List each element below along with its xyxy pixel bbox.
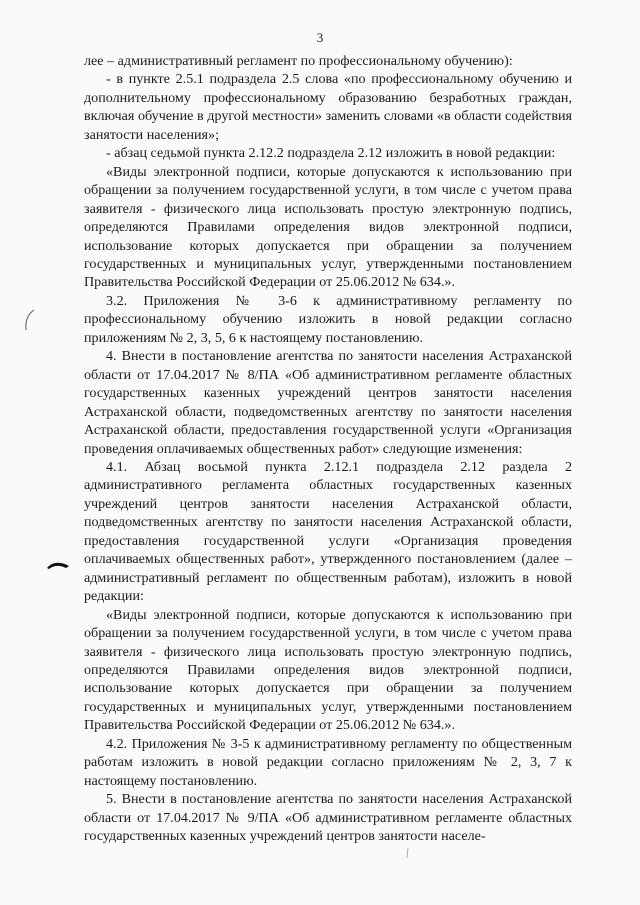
paragraph: 3.2. Приложения № 3-6 к административному регламенту по профессиональному обучению изложить в новой редакции согласно приложениям № 2, 3, 5, 6 к настоящему постановлению.: [84, 292, 572, 346]
scan-mark: [46, 560, 70, 570]
page-number: 3: [316, 30, 324, 45]
scan-mark: [22, 308, 36, 332]
scan-mark: [405, 848, 411, 858]
document-body: [84, 52, 572, 845]
paragraph: 4.1. Абзац восьмой пункта 2.12.1 подраздела 2.12 раздела 2 административного регламента областных государственных казенных учреждений центров занятости населения Астраханской области, подведомственных агентству по занятости населения Астраханской области, предоставления государственной услуги «Организация проведения оплачиваемых общественных работ», утвержденного постановлением (далее – административный регламент по общественным работам), изложить в новой редакции:: [84, 458, 572, 605]
paragraph: - в пункте 2.5.1 подраздела 2.5 слова «по профессиональному обучению и дополнительному профессиональному образованию безработных граждан, включая обучение в другой местности» заменить словами «в области содействия занятости населения»;: [84, 71, 572, 143]
paragraph: 5. Внести в постановление агентства по занятости населения Астраханской области от 17.04.2017 № 9/ПА «Об административном регламенте областных государственных казенных учреждений центров занятости населе-: [84, 791, 572, 845]
paragraph: - абзац седьмой пункта 2.12.2 подраздела 2.12 изложить в новой редакции:: [106, 145, 556, 162]
paragraph: «Виды электронной подписи, которые допускаются к использованию при обращении за получением государственной услуги, в том числе с учетом права заявителя - физического лица использовать простую электронную подпись, определяются Правилами определения видов электронной подписи, использование которых допускается при обращении за получением государственных и муниципальных услуг, утвержденными постановлением Правительства Российской Федерации от 25.06.2012 № 634.».: [84, 606, 572, 734]
paragraph: «Виды электронной подписи, которые допускаются к использованию при обращении за получением государственной услуги, в том числе с учетом права заявителя - физического лица использовать простую электронную подпись, определяются Правилами определения видов электронной подписи, использование которых допускается при обращении за получением государственных и муниципальных услуг, утвержденными постановлением Правительства Российской Федерации от 25.06.2012 № 634.».: [84, 163, 572, 291]
paragraph: лее – административный регламент по профессиональному обучению):: [84, 53, 513, 69]
paragraph: 4.2. Приложения № 3-5 к административному регламенту по общественным работам изложить в новой редакции согласно приложениям № 2, 3, 7 к настоящему постановлению.: [84, 735, 572, 789]
paragraph: 4. Внести в постановление агентства по занятости населения Астраханской области от 17.04.2017 № 8/ПА «Об административном регламенте областных государственных казенных учреждений центров занятости населения Астраханской области, подведомственных агентству по занятости населения Астраханской области, предоставления государственной услуги «Организация проведения оплачиваемых общественных работ» следующие изменения:: [84, 348, 572, 457]
